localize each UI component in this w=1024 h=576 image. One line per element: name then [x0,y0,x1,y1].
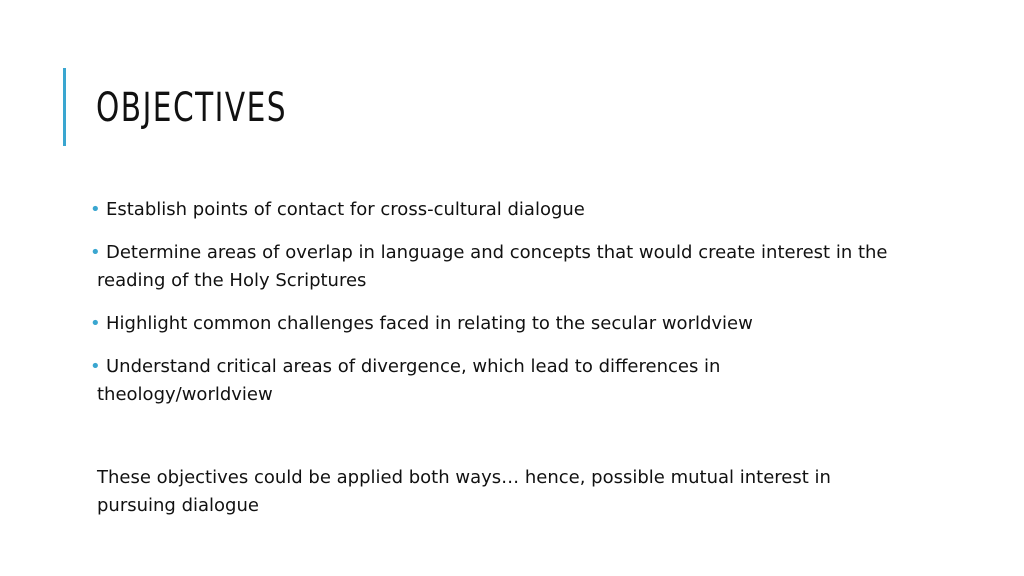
objectives-list [90,196,890,424]
bullet-icon: • [90,242,101,263]
title-accent-bar [63,68,66,146]
bullet-text: Determine areas of overlap in language and concepts that would create interest in the reading of the Holy Scriptures [97,242,888,291]
bullet-item [90,353,890,409]
bullet-item [90,310,890,338]
bullet-text: Understand critical areas of divergence, which lead to differences in theology/worldview [97,356,721,405]
bullet-item [90,196,890,224]
bullet-icon: • [90,199,101,220]
bullet-icon: • [90,356,101,377]
slide-title: OBJECTIVES [96,85,288,131]
bullet-item [90,239,890,295]
bullet-text: Highlight common challenges faced in relating to the secular worldview [106,313,753,334]
bullet-text: Establish points of contact for cross-cultural dialogue [106,199,585,220]
bullet-icon: • [90,313,101,334]
closing-note: These objectives could be applied both ways… hence, possible mutual interest in pursuing dialogue [97,467,831,516]
